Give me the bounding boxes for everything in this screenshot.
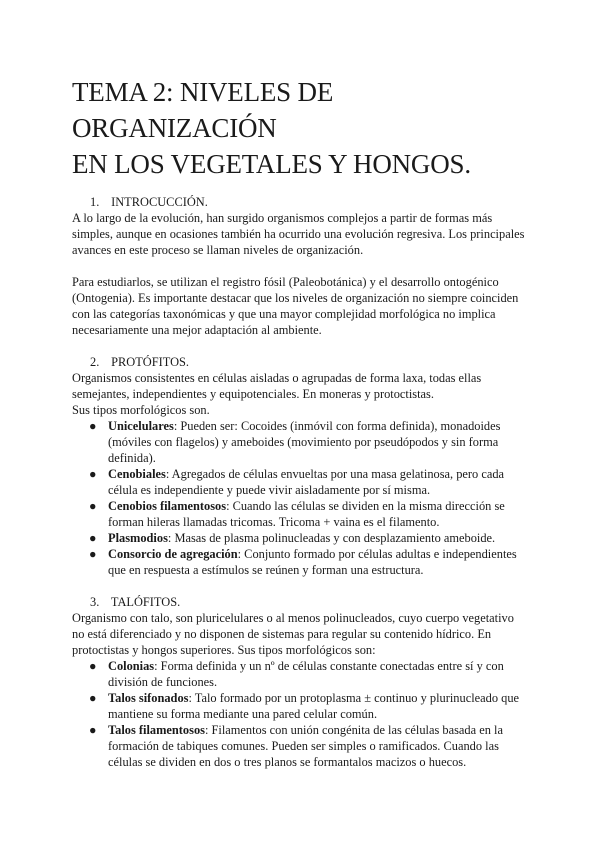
bullet-icon: ● [89,499,97,513]
list-item-term: Colonias [108,659,155,673]
bullet-icon: ● [89,467,97,481]
bullet-icon: ● [89,691,97,705]
section-number: 1. [90,195,100,209]
list-item [72,418,528,466]
list-item-text: : Conjunto formado por células adultas e independientes que en respuesta a estímulos se reúnen y forman una estructura. [108,547,517,577]
section-heading [90,594,528,610]
section-heading-text: PROTÓFITOS. [111,355,190,369]
section-introduccion [72,194,528,338]
paragraph: Para estudiarlos, se utilizan el registro fósil (Paleobotánica) y el desarrollo ontogénico (Ontogenia). Es importante destacar que los niveles de organización no siempre coinciden con las categorías taxonómicas y que una mayor complejidad morfológica no implica necesariamente una mejor adaptación al ambiente. [72,275,519,337]
list-item-text: : Agregados de células envueltas por una masa gelatinosa, pero cada célula es independiente y puede vivir aisladamente por sí misma. [108,467,505,497]
title-line-2: EN LOS VEGETALES Y HONGOS. [72,149,471,179]
section-heading-text: TALÓFITOS. [110,595,181,609]
list-item-term: Talos filamentosos [108,723,205,737]
bullet-icon: ● [89,659,97,673]
section-heading-text: INTROCUCCIÓN. [111,195,208,209]
document-title [72,0,528,182]
paragraph: Organismo con talo, son pluricelulares o al menos polinucleados, cuyo cuerpo vegetativo no está diferenciado y no disponen de sistemas para regular su contenido hídrico. En protoctistas y hongos superiores. Sus tipos morfológicos son: [72,611,514,657]
list-item-text: : Filamentos con unión congénita de las células basada en la formación de tabiques comunes. Pueden ser simples o ramificados. Cuando las células se dividen en dos o tres planos se formantalos macizos o huecos. [108,723,503,769]
list-item-term: Plasmodios [108,531,168,545]
list-item-term: Consorcio de agregación [108,547,238,561]
bullet-icon: ● [89,547,97,561]
list-item-text: : Cuando las células se dividen en la misma dirección se forman hileras llamadas tricomas. Tricoma + vaina es el filamento. [108,499,505,529]
list-item [72,722,528,770]
list-item-text: : Masas de plasma polinucleadas y con desplazamiento ameboide. [167,531,496,545]
bullet-icon: ● [89,723,97,737]
list-item-term: Talos sifonados [108,691,189,705]
bullet-list [72,418,528,578]
list-item-term: Unicelulares [108,419,174,433]
list-item-text: : Pueden ser: Cocoides (inmóvil con forma definida), monadoides (móviles con flagelos) y ameboides (movimiento por pseudópodos y sin forma definida). [108,419,501,465]
bullet-icon: ● [89,419,97,433]
list-item-term: Cenobiales [108,467,166,481]
list-item [72,530,528,546]
list-item [72,498,528,530]
section-heading [90,354,528,370]
list-item [72,466,528,498]
list-item-term: Cenobios filamentosos [108,499,227,513]
section-protofitos [72,354,528,578]
list-item-text: : Talo formado por un protoplasma ± continuo y plurinucleado que mantiene su forma mediante una pared celular común. [108,691,520,721]
bullet-list [72,658,528,770]
section-number: 3. [90,595,100,609]
section-heading [90,194,528,210]
bullet-icon: ● [89,531,97,545]
section-talofitos [72,594,528,770]
list-item [72,690,528,722]
title-line-1: TEMA 2: NIVELES DE ORGANIZACIÓN [72,77,334,143]
list-item-text: : Forma definida y un nº de células constante conectadas entre sí y con división de funciones. [108,659,504,689]
paragraph: A lo largo de la evolución, han surgido organismos complejos a partir de formas más simples, aunque en ocasiones también ha ocurrido una evolución regresiva. Los principales avances en este proceso se llaman niveles de organización. [72,211,525,257]
paragraph: Organismos consistentes en células aisladas o agrupadas de forma laxa, todas ellas semejantes, independientes y equipotenciales. En moneras y protoctistas. [72,371,482,401]
paragraph: Sus tipos morfológicos son. [72,403,210,417]
list-item [72,546,528,578]
list-item [72,658,528,690]
section-number: 2. [90,355,100,369]
